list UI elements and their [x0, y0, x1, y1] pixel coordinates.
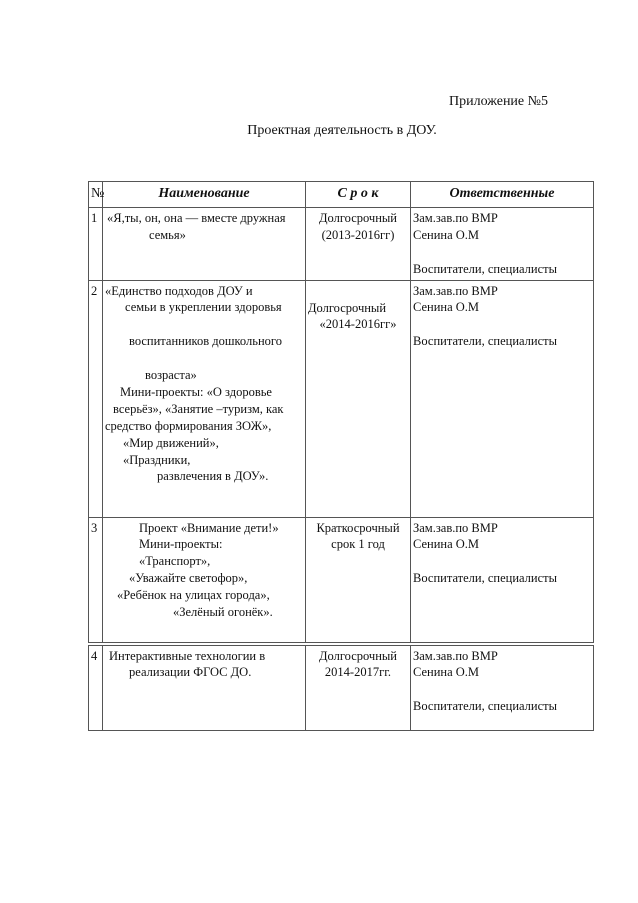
row-term: [306, 517, 411, 642]
term-line: Краткосрочный: [316, 520, 400, 535]
projects-table: [88, 181, 594, 731]
row-name: [103, 280, 306, 517]
document-title: Проектная деятельность в ДОУ.: [247, 123, 437, 138]
responsible-line: Зам.зав.по ВМР: [413, 283, 498, 298]
row-number: 4: [89, 645, 103, 730]
table-row: [89, 517, 594, 642]
name-line: семьи в укреплении здоровья: [125, 300, 282, 315]
column-header-term: С р о к: [306, 182, 411, 208]
row-term: [306, 207, 411, 280]
row-name: [103, 207, 306, 280]
name-line: возраста»: [145, 368, 197, 383]
name-line: воспитанников дошкольного: [129, 334, 282, 349]
responsible-line: Зам.зав.по ВМР: [413, 648, 498, 663]
responsible-line: Воспитатели, специалисты: [413, 571, 558, 586]
row-responsible: [411, 645, 594, 730]
row-responsible: [411, 517, 594, 642]
responsible-line: Воспитатели, специалисты: [413, 261, 558, 276]
row-number: 2: [89, 280, 103, 517]
row-term: [306, 280, 411, 517]
name-line: средство формирования ЗОЖ»,: [105, 418, 272, 433]
term-line: «2014-2016гг»: [319, 317, 397, 332]
column-header-responsible: Ответственные: [411, 182, 594, 208]
responsible-line: Воспитатели, специалисты: [413, 699, 558, 714]
name-line: Мини-проекты:: [139, 537, 223, 552]
responsible-line: Сенина О.М: [413, 300, 480, 315]
name-line: Мини-проекты: «О здоровье: [120, 385, 272, 400]
column-header-name: Наименование: [103, 182, 306, 208]
term-line: Долгосрочный: [308, 300, 387, 315]
row-number: 3: [89, 517, 103, 642]
name-line: «Праздники,: [123, 452, 191, 467]
name-line: «Ребёнок на улицах города»,: [117, 588, 270, 603]
name-line: «Мир движений»,: [123, 435, 219, 450]
name-line: «Уважайте светофор»,: [129, 571, 248, 586]
responsible-line: Зам.зав.по ВМР: [413, 520, 498, 535]
responsible-line: Зам.зав.по ВМР: [413, 210, 498, 225]
row-name: [103, 517, 306, 642]
name-line: «Единство подходов ДОУ и: [105, 283, 253, 298]
term-line: (2013-2016гг): [321, 227, 395, 242]
term-line: Долгосрочный: [318, 210, 397, 225]
table-row: [89, 280, 594, 517]
table-row: [89, 207, 594, 280]
row-number: 1: [89, 207, 103, 280]
name-line: Проект «Внимание дети!»: [139, 520, 279, 535]
name-line: «Я,ты, он, она — вместе дружная: [107, 210, 286, 225]
name-line: развлечения в ДОУ».: [157, 469, 269, 484]
row-responsible: [411, 280, 594, 517]
row-name: [103, 645, 306, 730]
name-line: реализации ФГОС ДО.: [129, 665, 252, 680]
name-line: Интерактивные технологии в: [109, 648, 266, 663]
term-line: срок 1 год: [331, 537, 385, 552]
name-line: всерьёз», «Занятие –туризм, как: [113, 401, 284, 416]
row-responsible: [411, 207, 594, 280]
responsible-line: Воспитатели, специалисты: [413, 334, 558, 349]
table-row: [89, 645, 594, 730]
term-line: Долгосрочный: [318, 648, 397, 663]
row-term: [306, 645, 411, 730]
responsible-line: Сенина О.М: [413, 227, 480, 242]
responsible-line: Сенина О.М: [413, 537, 480, 552]
name-line: семья»: [149, 227, 186, 242]
appendix-label: Приложение №5: [449, 94, 548, 109]
table-header-row: [89, 182, 594, 208]
responsible-line: Сенина О.М: [413, 665, 480, 680]
name-line: «Зелёный огонёк».: [173, 604, 273, 619]
name-line: «Транспорт»,: [139, 554, 211, 569]
column-header-number: №: [89, 182, 103, 208]
term-line: 2014-2017гг.: [324, 665, 392, 680]
